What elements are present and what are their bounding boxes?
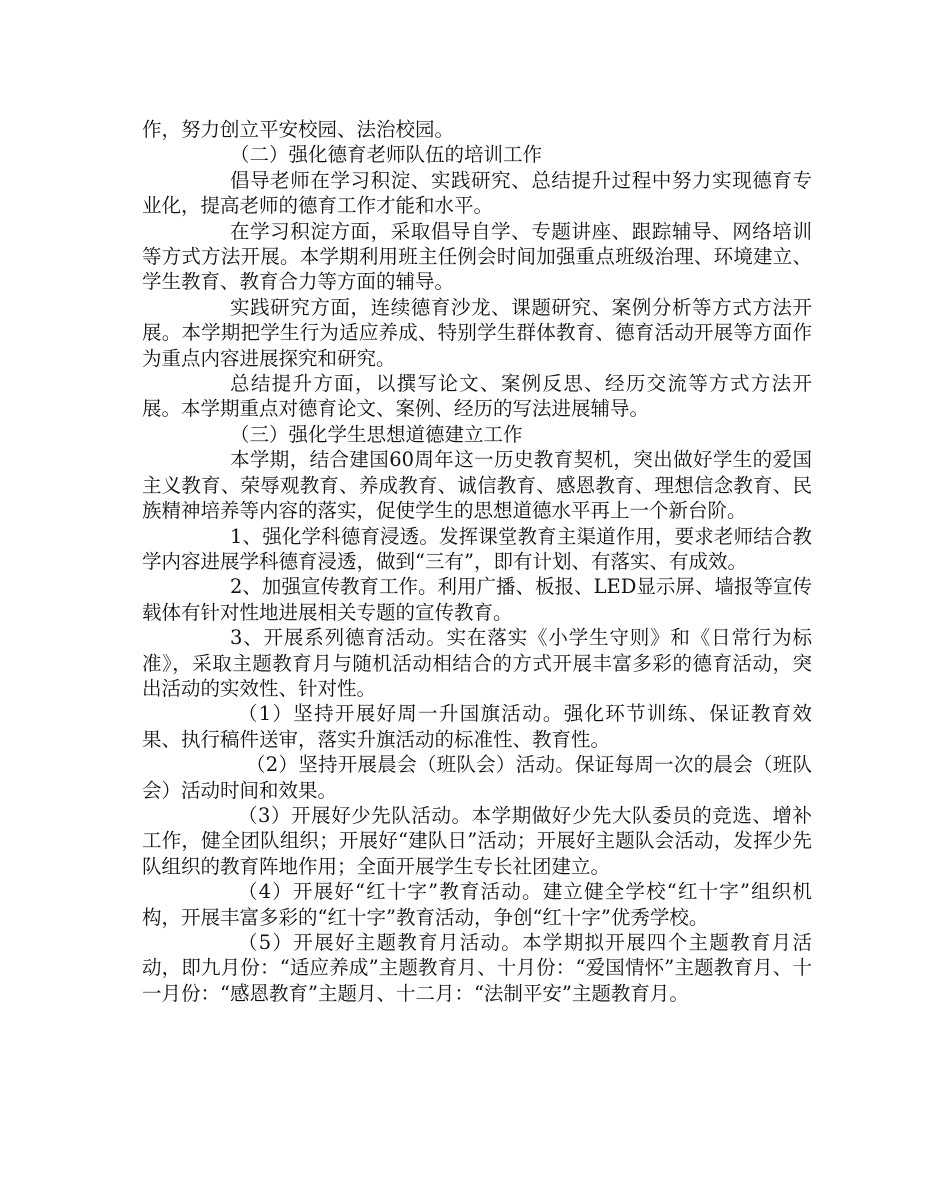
paragraph: 本学期，结合建国60周年这一历史教育契机，突出做好学生的爱国主义教育、荣辱观教育、养成教育、诚信教育、感恩教育、理想信念教育、民族精神培养等内容的落实，促使学生的思想道德水平再上一个新台阶。 [142,448,812,523]
sub-list-item: （1）坚持开展好周一升国旗活动。强化环节训练、保证教育效果、执行稿件送审，落实升旗活动的标准性、教育性。 [142,702,812,751]
sub-list-item: （4）开展好“红十字”教育活动。建立健全学校“红十字”组织机构，开展丰富多彩的“红十字”教育活动，争创“红十字”优秀学校。 [142,880,812,929]
sub-list-item: （5）开展好主题教育月活动。本学期拟开展四个主题教育月活动，即九月份：“适应养成”主题教育月、十月份：“爱国情怀”主题教育月、十一月份：“感恩教育”主题月、十二月：“法制平安”主题教育月。 [142,931,812,1005]
list-item: 1、强化学科德育浸透。发挥课堂教育主渠道作用，要求老师结合教学内容进展学科德育浸透，做到“三有”，即有计划、有落实、有成效。 [142,524,812,573]
list-item: 3、开展系列德育活动。实在落实《小学生守则》和《日常行为标准》，采取主题教育月与随机活动相结合的方式开展丰富多彩的德育活动，突出活动的实效性、针对性。 [142,626,812,700]
list-item: 2、加强宣传教育工作。利用广播、板报、LED显示屏、墙报等宣传载体有针对性地进展相关专题的宣传教育。 [142,575,812,624]
document-body [142,117,812,1006]
paragraph: 倡导老师在学习积淀、实践研究、总结提升过程中努力实现德育专业化，提高老师的德育工作才能和水平。 [142,168,812,218]
paragraph-continuation: 作，努力创立平安校园、法治校园。 [142,118,455,141]
paragraph: 在学习积淀方面，采取倡导自学、专题讲座、跟踪辅导、网络培训等方式方法开展。本学期利用班主任例会时间加强重点班级治理、环境建立、学生教育、教育合力等方面的辅导。 [142,219,812,294]
paragraph: 总结提升方面，以撰写论文、案例反思、经历交流等方式方法开展。本学期重点对德育论文、案例、经历的写法进展辅导。 [142,372,812,421]
sub-list-item: （2）坚持开展晨会（班队会）活动。保证每周一次的晨会（班队会）活动时间和效果。 [142,753,812,802]
sub-list-item: （3）开展好少先队活动。本学期做好少先大队委员的竞选、增补工作，健全团队组织；开展好“建队日”活动；开展好主题队会活动，发挥少先队组织的教育阵地作用；全面开展学生专长社团建立。 [142,803,812,878]
section-heading-3: （三）强化学生思想道德建立工作 [230,422,523,446]
section-heading-2: （二）强化德育老师队伍的培训工作 [230,143,543,167]
paragraph: 实践研究方面，连续德育沙龙、课题研究、案例分析等方式方法开展。本学期把学生行为适应养成、特别学生群体教育、德育活动开展等方面作为重点内容进展探究和研究。 [142,295,812,370]
